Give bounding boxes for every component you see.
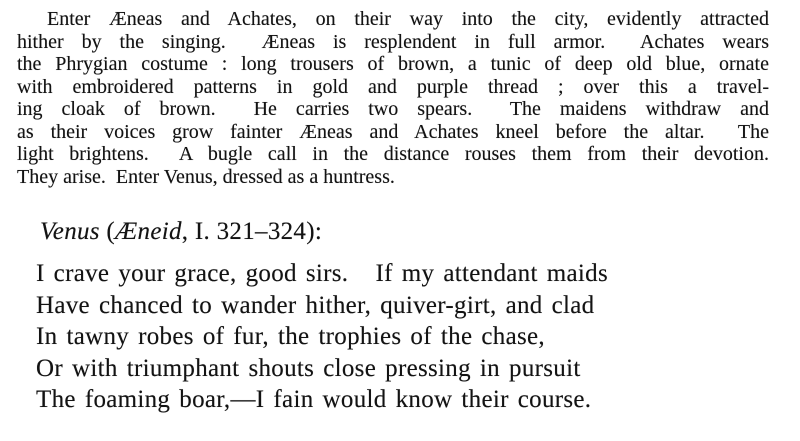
stage-direction-line-7: light brightens. A bugle call in the distance rouses them from their devotion.: [17, 143, 769, 165]
stage-direction-line-1: Enter Æneas and Achates, on their way into the city, evidently attracted: [47, 8, 769, 30]
verse-block: [36, 258, 608, 416]
citation-open-paren: (: [99, 218, 116, 245]
verse-line-5: The foaming boar,—I fain would know their course.: [36, 386, 592, 414]
speaker-name: Venus: [40, 218, 100, 245]
citation-work: Æneid: [115, 218, 182, 245]
citation-reference: , I. 321–324):: [181, 218, 323, 245]
stage-direction-paragraph: [17, 8, 769, 188]
stage-direction-line-4: with embroidered patterns in gold and purple thread ; over this a travel-: [17, 75, 769, 98]
verse-line-3: In tawny robes of fur, the trophies of the chase,: [36, 323, 545, 351]
verse-line-2: Have chanced to wander hither, quiver-girt, and clad: [36, 291, 595, 319]
verse-line-1: I crave your grace, good sirs. If my attendant maids: [36, 260, 608, 287]
stage-direction-line-6: as their voices grow fainter Æneas and Achates kneel before the altar. The: [17, 120, 769, 143]
stage-direction-line-2: hither by the singing. Æneas is resplendent in full armor. Achates wears: [17, 30, 769, 53]
stage-direction-line-3: the Phrygian costume : long trousers of brown, a tunic of deep old blue, ornate: [17, 53, 769, 75]
stage-direction-line-5: ing cloak of brown. He carries two spears. The maidens withdraw and: [17, 98, 769, 120]
stage-direction-line-8: They arise. Enter Venus, dressed as a huntress.: [17, 165, 395, 188]
speech-heading: [40, 218, 322, 246]
verse-line-4: Or with triumphant shouts close pressing in pursuit: [36, 354, 581, 382]
